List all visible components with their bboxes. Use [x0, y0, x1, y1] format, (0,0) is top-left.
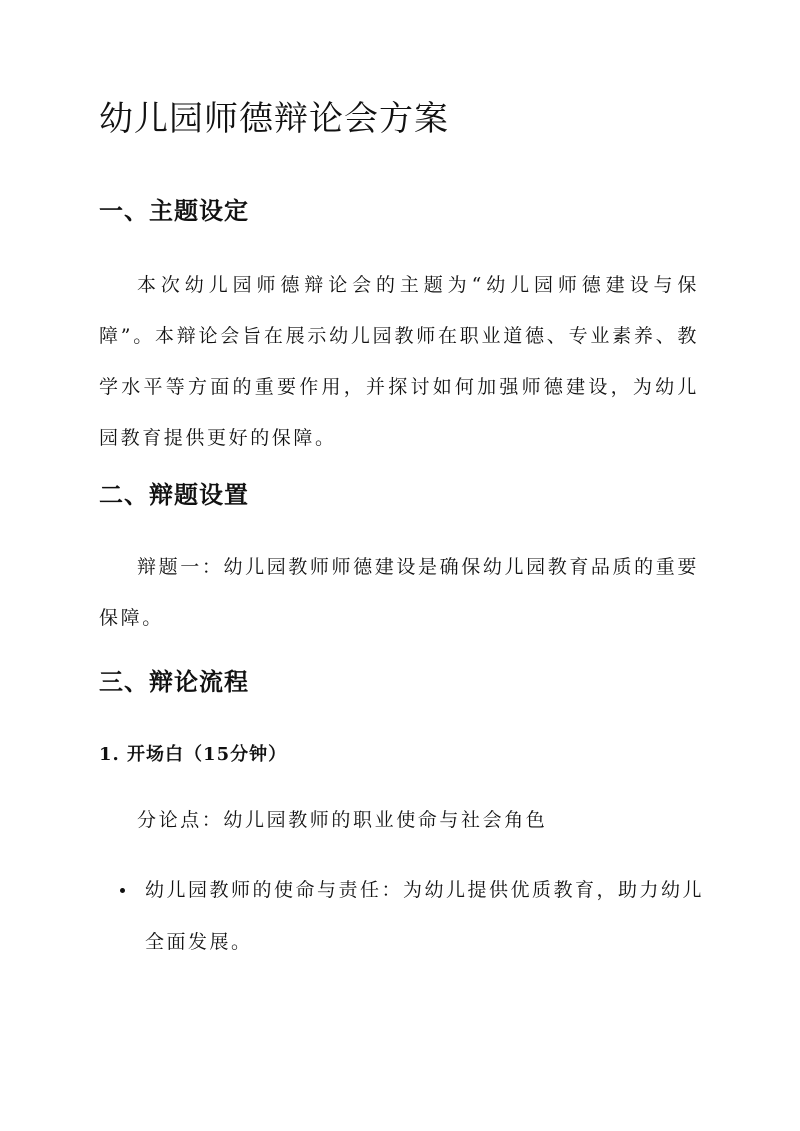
subsection-heading-opening: 1. 开场白（15分钟）: [99, 744, 288, 765]
list-item: [117, 864, 707, 968]
section-heading-topic: 二、辩题设置: [99, 480, 249, 509]
subsection-opening-paragraph: 分论点：幼儿园教师的职业使命与社会角色: [137, 809, 548, 831]
section-theme-paragraph: 本次幼儿园师德辩论会的主题为“幼儿园师德建设与保障”。本辩论会旨在展示幼儿园教师在职业道德、专业素养、教学水平等方面的重要作用，并探讨如何加强师德建设，为幼儿园教育提供更好的保障。: [99, 274, 699, 449]
section-heading-theme: 一、主题设定: [99, 196, 249, 225]
bullet-text: 幼儿园教师的使命与责任：为幼儿提供优质教育，助力幼儿全面发展。: [145, 879, 705, 953]
bullet-dot-icon: [120, 888, 125, 893]
document-title: 幼儿园师德辩论会方案: [99, 99, 449, 139]
section-heading-process: 三、辩论流程: [99, 667, 249, 696]
opening-bullet-list: [117, 864, 707, 968]
section-topic-paragraph: 辩题一：幼儿园教师师德建设是确保幼儿园教育品质的重要保障。: [99, 556, 699, 629]
